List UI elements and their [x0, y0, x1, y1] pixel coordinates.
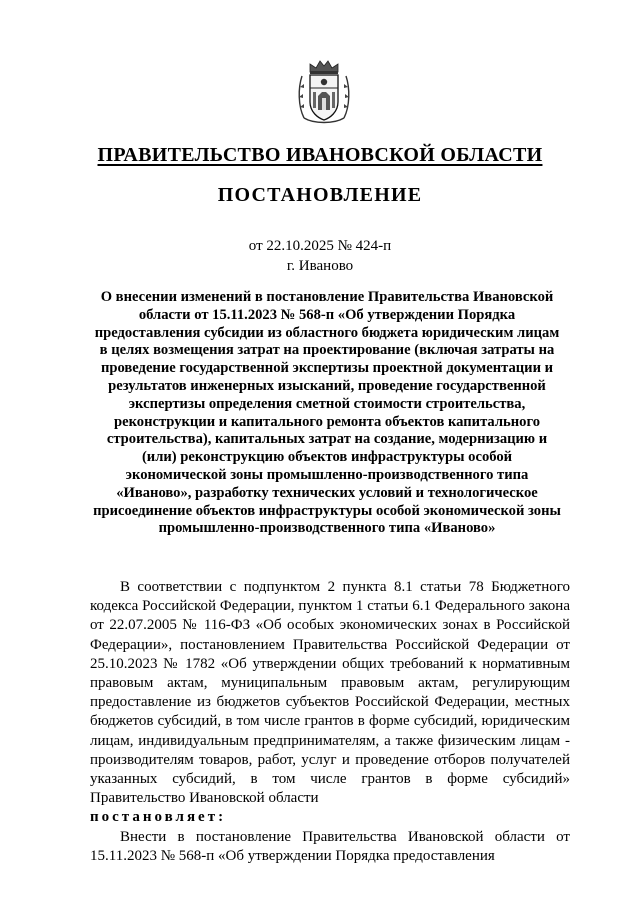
document-body: [90, 578, 570, 866]
coat-of-arms-icon: [296, 58, 352, 126]
document-subject: О внесении изменений в постановление Правительства Ивановской области от 15.11.2023 № 568-п «Об утверждении Порядка предоставления субсидии из областного бюджета юридическим лицам в целях возмещения затрат на проектирование (включая затраты на проведение государственной экспертизы проектной документации и результатов инженерных изысканий, проведение государственной экспертизы определения сметной стоимости строительства, реконструкции и капитального ремонта объектов капитального строительства), капитальных затрат на создание, модернизацию и (или) реконструкцию объектов инфраструктуры особой экономической зоны промышленно-производственного типа «Иваново», разработку технических условий и технологическое присоединение объектов инфраструктуры особой экономической зоны промышленно-производственного типа «Иваново»: [93, 289, 561, 537]
document-date-number: от 22.10.2025 № 424-п: [248, 238, 392, 254]
document-city: г. Иваново: [286, 258, 354, 274]
body-paragraph: В соответствии с подпунктом 2 пункта 8.1 статьи 78 Бюджетного кодекса Российской Федерации, пунктом 1 статьи 6.1 Федерального закона от 22.07.2005 № 116-ФЗ «Об особых экономических зонах в Российской Федерации», постановлением Правительства Российской Федерации от 25.10.2023 № 1782 «Об утверждении общих требований к нормативным правовым актам, муниципальным правовым актам, регулирующим предоставление из бюджетов субъектов Российской Федерации, местных бюджетов субсидий, в том числе грантов в форме субсидий, юридическим лицам, индивидуальным предпринимателям, а также физическим лицам - производителям товаров, работ, услуг и проведение отборов получателей указанных субсидий, в том числе грантов в форме субсидий» Правительство Ивановской области: [90, 579, 570, 807]
government-title: ПРАВИТЕЛЬСТВО ИВАНОВСКОЙ ОБЛАСТИ: [97, 144, 543, 166]
resolve-word: постановляет:: [90, 809, 227, 826]
document-type: ПОСТАНОВЛЕНИЕ: [217, 184, 423, 206]
body-paragraph: Внести в постановление Правительства Ивановской области от 15.11.2023 № 568-п «Об утверждении Порядка предоставления: [90, 828, 570, 864]
